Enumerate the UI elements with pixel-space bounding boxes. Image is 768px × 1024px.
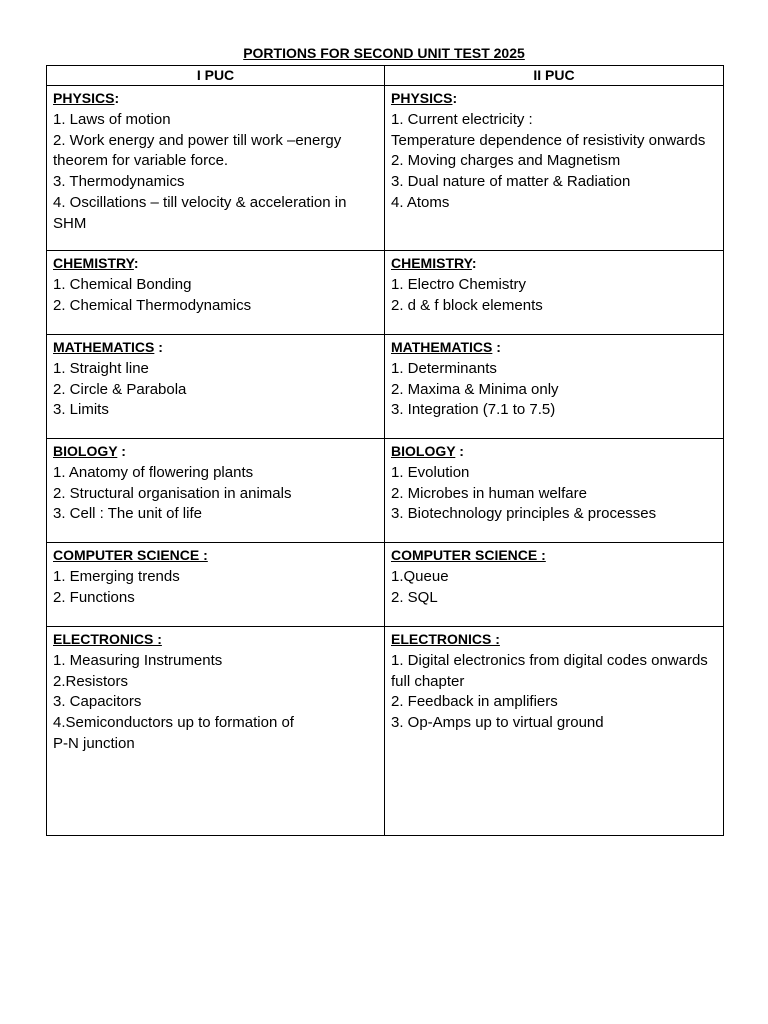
header-row [47, 66, 724, 86]
ii-puc-cell [385, 543, 724, 627]
topic-item: 1. Current electricity : [391, 110, 533, 128]
subject-colon: : [492, 339, 501, 355]
subject-heading [53, 88, 378, 110]
topic-item: 1. Emerging trends [53, 567, 180, 585]
subject-name: ELECTRONICS : [391, 631, 500, 647]
topic-item: 3. Integration (7.1 to 7.5) [391, 401, 556, 419]
ii-puc-cell [385, 86, 724, 251]
topic-item: 1. Evolution [391, 463, 470, 481]
subject-row [47, 251, 724, 335]
topic-item: 2. Maxima & Minima only [391, 380, 559, 398]
topic-item: 1. Laws of motion [53, 110, 171, 128]
subject-colon: : [452, 90, 458, 106]
column-header-ii-puc: II PUC [385, 66, 724, 86]
subject-heading [53, 545, 378, 567]
topic-item: 1. Anatomy of flowering plants [53, 463, 254, 481]
portions-body [47, 86, 724, 836]
subject-row [47, 439, 724, 543]
ii-puc-cell [385, 335, 724, 439]
portions-table [46, 65, 724, 836]
subject-heading [391, 441, 717, 463]
subject-name: PHYSICS [53, 90, 115, 106]
topic-item: 1. Chemical Bonding [53, 275, 192, 293]
subject-row [47, 627, 724, 836]
topic-item: 3. Biotechnology principles & processes [391, 505, 657, 523]
subject-heading [53, 441, 378, 463]
topic-item: 2. Structural organisation in animals [53, 484, 292, 502]
ii-puc-cell [385, 627, 724, 836]
topic-item: Temperature dependence of resistivity onwards [391, 131, 706, 149]
topic-item: 1. Measuring Instruments [53, 651, 223, 669]
subject-name: ELECTRONICS : [53, 631, 162, 647]
topic-item: 4. Atoms [391, 193, 450, 211]
subject-heading [391, 629, 717, 651]
topic-item: 1. Digital electronics from digital codes onwards full chapter [391, 651, 708, 690]
topic-item: 1.Queue [391, 567, 449, 585]
subject-name: COMPUTER SCIENCE : [53, 547, 208, 563]
i-puc-cell [47, 439, 385, 543]
i-puc-cell [47, 335, 385, 439]
column-header-i-puc: I PUC [47, 66, 385, 86]
topic-item: 4.Semiconductors up to formation of [53, 714, 294, 732]
subject-colon: : [154, 339, 163, 355]
topic-item: 3. Dual nature of matter & Radiation [391, 173, 631, 191]
topic-item: 2. Circle & Parabola [53, 380, 187, 398]
i-puc-cell [47, 86, 385, 251]
ii-puc-cell [385, 251, 724, 335]
subject-colon: : [455, 443, 464, 459]
subject-heading [53, 337, 378, 359]
subject-heading [391, 337, 717, 359]
topic-item: 4. Oscillations – till velocity & acceleration in SHM [53, 193, 347, 232]
ii-puc-cell [385, 439, 724, 543]
topic-item: 2.Resistors [53, 672, 129, 690]
topic-item: 2. Feedback in amplifiers [391, 693, 558, 711]
topic-item: 2. d & f block elements [391, 296, 543, 314]
subject-heading [391, 88, 717, 110]
topic-item: 2. Functions [53, 588, 135, 606]
subject-name: MATHEMATICS [391, 339, 493, 355]
subject-row [47, 335, 724, 439]
topic-item: 3. Thermodynamics [53, 173, 185, 191]
subject-name: CHEMISTRY [391, 255, 472, 271]
topic-item: 3. Op-Amps up to virtual ground [391, 714, 604, 732]
subject-colon: : [117, 443, 126, 459]
document-title: PORTIONS FOR SECOND UNIT TEST 2025 [243, 45, 525, 61]
subject-name: CHEMISTRY [53, 255, 134, 271]
i-puc-cell [47, 251, 385, 335]
subject-colon: : [471, 255, 477, 271]
topic-item: 2. Microbes in human welfare [391, 484, 587, 502]
topic-item: 3. Cell : The unit of life [53, 505, 202, 523]
topic-item: 3. Limits [53, 401, 109, 419]
topic-item: 3. Capacitors [53, 693, 142, 711]
topic-item: 1. Electro Chemistry [391, 275, 527, 293]
subject-heading [53, 253, 378, 275]
i-puc-cell [47, 627, 385, 836]
subject-name: PHYSICS [391, 90, 453, 106]
subject-colon: : [114, 90, 120, 106]
subject-heading [53, 629, 378, 651]
subject-name: BIOLOGY [391, 443, 456, 459]
subject-row [47, 543, 724, 627]
topic-item: P-N junction [53, 734, 135, 752]
subject-heading [391, 253, 717, 275]
topic-item: 2. Moving charges and Magnetism [391, 152, 621, 170]
subject-name: MATHEMATICS [53, 339, 155, 355]
subject-name: BIOLOGY [53, 443, 118, 459]
subject-row [47, 86, 724, 251]
i-puc-cell [47, 543, 385, 627]
topic-item: 1. Straight line [53, 359, 149, 377]
subject-heading [391, 545, 717, 567]
subject-colon: : [133, 255, 139, 271]
topic-item: 2. Work energy and power till work –energy theorem for variable force. [53, 131, 342, 170]
topic-item: 1. Determinants [391, 359, 497, 377]
subject-name: COMPUTER SCIENCE : [391, 547, 546, 563]
topic-item: 2. Chemical Thermodynamics [53, 296, 252, 314]
topic-item: 2. SQL [391, 588, 438, 606]
